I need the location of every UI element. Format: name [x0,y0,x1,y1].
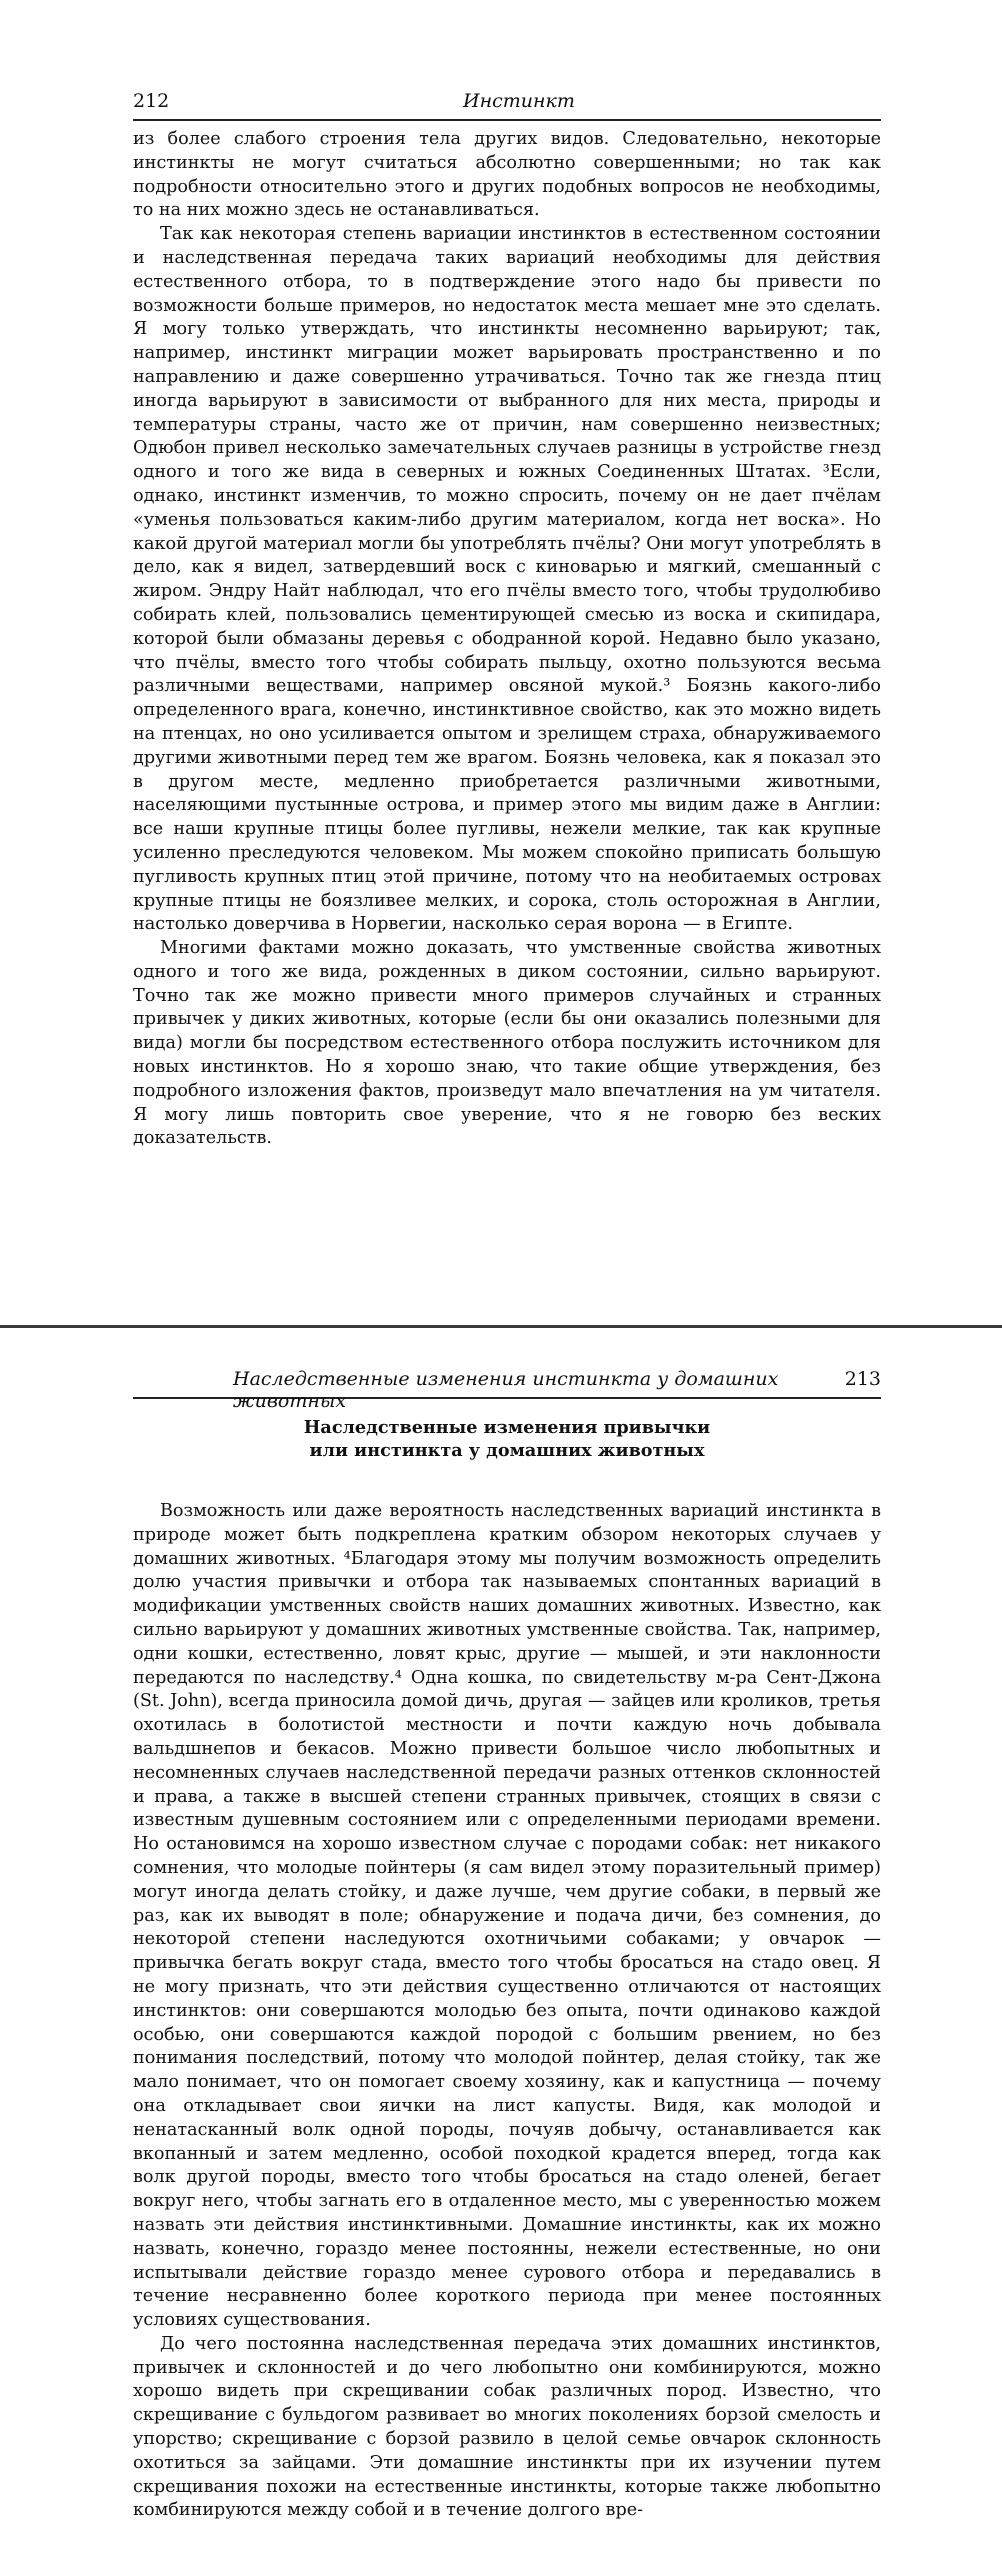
page-body [133,1500,881,2523]
page-number: 213 [844,1368,881,1390]
page-header [133,1368,881,1412]
running-title: Инстинкт [463,90,575,112]
paragraph: До чего постоянна наследственная передача этих домашних инстинктов, привычек и склонностей и до чего любопытно они комбинируются, можно хорошо видеть при скрещивании собак различных пород. Известно, что скрещивание с бульдогом развивает во многих поколениях борзой смелость и упорство; скрещивание с борзой развило в целой семье овчарок склонность охотиться за зайцами. Эти домашние инстинкты при их изучении путем скрещивания похожи на естественные инстинкты, которые также любопытно комбинируются между собой и в течение долгого вре- [133,2333,881,2521]
page-body [133,128,881,1151]
paragraph: Многими фактами можно доказать, что умственные свойства животных одного и того же вида, рожденных в диком состоянии, сильно варьируют. Точно так же можно привести много примеров случайных и странных привычек у диких животных, которые (если бы они оказались полезными для вида) могли бы посредством естественного отбора послужить источником для новых инстинктов. Но я хорошо знаю, что такие общие утверждения, без подробного изложения фактов, произведут мало впечатления на ум читателя. Я могу лишь повторить свое уверение, что я не говорю без веских доказательств. [133,938,881,1149]
section-title-line: или инстинкта у домашних животных [309,1440,705,1461]
section-title [133,1416,881,1462]
paragraph: из более слабого строения тела других видов. Следовательно, некоторые инстинкты не могут считаться абсолютно совершенными; но так как подробности относительно этого и других подобных вопросов не необходимы, то на них можно здесь не останавливаться. [133,129,881,221]
page-header [133,90,881,121]
page-213 [0,1328,1002,2554]
paragraph: Так как некоторая степень вариации инстинктов в естественном состоянии и наследственная передача таких вариаций необходимы для действия естественного отбора, то в подтверждение этого надо бы привести по возможности больше примеров, но недостаток места мешает мне это сделать. Я могу только утверждать, что инстинкты несомненно варьируют; так, например, инстинкт миграции может варьировать пространственно и по направлению и даже совершенно утрачиваться. Точно так же гнезда птиц иногда варьируют в зависимости от выбранного для них места, природы и температуры страны, часто же от причин, нам совершенно неизвестных; Одюбон привел несколько замечательных случаев разницы в устройстве гнезд одного и того же вида в северных и южных Соединенных Штатах. ³Если, однако, инстинкт изменчив, то можно спросить, почему он не дает пчёлам «уменья пользоваться каким-либо другим материалом, когда нет воска». Но какой другой материал могли бы употреблять пчёлы? Они могут употреблять в дело, как я видел, затвердевший воск с киноварью и мягкий, смешанный с жиром. Эндру Найт наблюдал, что его пчёлы вместо того, чтобы трудолюбиво собирать клей, пользовались цементирующей смесью из воска и скипидара, которой были обмазаны деревья с ободранной корой. Недавно было указано, что пчёлы, вместо того чтобы собирать пыльцу, охотно пользуются весьма различными веществами, например овсяной мукой.³ Боязнь какого-либо определенного врага, конечно, инстинктивное свойство, как это можно видеть на птенцах, но оно усиливается опытом и зрелищем страха, обнаруживаемого другими животными перед тем же врагом. Боязнь человека, как я показал это в другом месте, медленно приобретается различными животными, населяющими пустынные острова, и пример этого мы видим даже в Англии: все наши крупные птицы более пугливы, нежели мелкие, так как крупные усиленно преследуются человеком. Мы можем спокойно приписать большую пугливость крупных птиц этой причине, потому что на необитаемых островах крупные птицы не боязливее мелких, и сорока, столь осторожная в Англии, настолько доверчива в Норвегии, насколько серая ворона — в Египте. [133,224,881,935]
running-title: Наследственные изменения инстинкта у домашних животных [233,1368,779,1412]
page-number: 212 [133,90,170,112]
section-title-line: Наследственные изменения привычки [303,1417,711,1438]
paragraph: Возможность или даже вероятность наследственных вариаций инстинкта в природе может быть подкреплена кратким обзором некоторых случаев у домашних животных. ⁴Благодаря этому мы получим возможность определить долю участия привычки и отбора так называемых спонтанных вариаций в модификации умственных свойств наших домашних животных. Известно, как сильно варьируют у домашних животных умственные свойства. Так, например, одни кошки, естественно, ловят крыс, другие — мышей, и эти наклонности передаются по наследству.⁴ Одна кошка, по свидетельству м-ра Сент-Джона (St. John), всегда приносила домой дичь, другая — зайцев или кроликов, третья охотилась в болотистой местности и почти каждую ночь добывала вальдшнепов и бекасов. Можно привести большое число любопытных и несомненных случаев наследственной передачи разных оттенков склонностей и права, а также в высшей степени странных привычек, стоящих в связи с известным душевным состоянием или с определенными периодами времени. Но остановимся на хорошо известном случае с породами собак: нет никакого сомнения, что молодые пойнтеры (я сам видел этому поразительный пример) могут иногда делать стойку, и даже лучше, чем другие собаки, в первый же раз, как их выводят в поле; обнаружение и подача дичи, без сомнения, до некоторой степени наследуются охотничьими собаками; у овчарок — привычка бегать вокруг стада, вместо того чтобы бросаться на стадо овец. Я не могу признать, что эти действия существенно отличаются от настоящих инстинктов: они совершаются молодью без опыта, почти одинаково каждой особью, они совершаются каждой породой с большим рвением, но без понимания последствий, потому что молодой пойнтер, делая стойку, так же мало понимает, что он помогает своему хозяину, как и капустница — почему она откладывает свои яички на лист капусты. Видя, как молодой и ненатасканный волк одной породы, почуяв добычу, останавливается как вкопанный и затем медленно, особой походкой крадется вперед, тогда как волк другой породы, вместо того чтобы бросаться на стадо оленей, бегает вокруг него, чтобы загнать его в отдаленное место, мы с уверенностью можем назвать эти действия инстинктивными. Домашние инстинкты, как их можно назвать, конечно, гораздо менее постоянны, нежели естественные, но они испытывали действие гораздо менее сурового отбора и передавались в течение несравненно более короткого периода при менее постоянных условиях существования. [133,1501,881,2331]
